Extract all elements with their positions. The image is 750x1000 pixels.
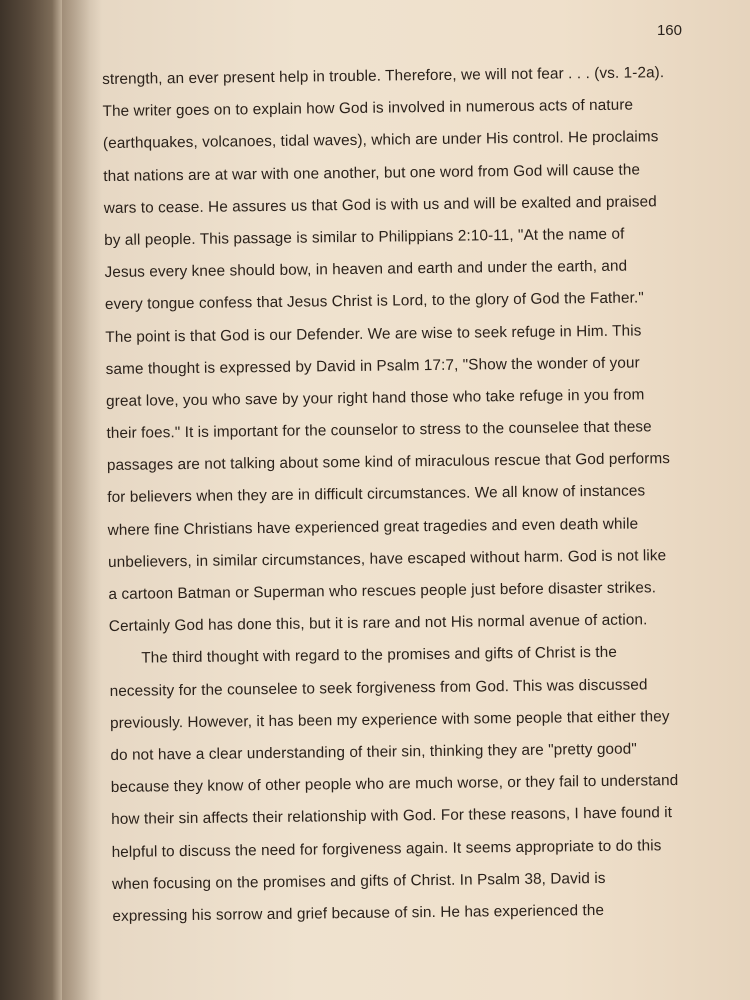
text-line: expressing his sorrow and grief because of sin. He has experienced the [112,901,605,925]
text-line: same thought is expressed by David in Psalm 17:7, "Show the wonder of your [105,354,640,378]
text-line: The writer goes on to explain how God is involved in numerous acts of nature [102,96,634,121]
text-line: great love, you who save by your right hand those who take refuge in you from [106,386,645,410]
text-line: Certainly God has done this, but it is rare and not His normal avenue of action. [108,611,648,636]
text-line: that nations are at war with one another, but one word from God will cause the [103,160,641,185]
text-line: how their sin affects their relationship with God. For these reasons, I have found it [111,804,673,829]
body-text [102,57,723,933]
text-line: Jesus every knee should bow, in heaven and earth and under the earth, and [104,257,628,282]
page-number: 160 [656,22,682,39]
text-line: by all people. This passage is similar to Philippians 2:10-11, "At the name of [104,225,625,249]
text-line: where fine Christians have experienced great tragedies and even death while [107,515,639,539]
text-line: for believers when they are in difficult circumstances. We all know of instances [107,482,646,507]
text-line: The point is that God is our Defender. We are wise to seek refuge in Him. This [105,321,642,346]
text-line: unbelievers, in similar circumstances, have escaped without harm. God is not like [107,546,667,571]
text-line: wars to cease. He assures us that God is with us and will be exalted and praised [103,192,657,217]
text-line: every tongue confess that Jesus Christ is Lord, to the glory of God the Father." [104,289,644,314]
text-line: passages are not talking about some kind of miraculous rescue that God performs [106,450,671,475]
text-line: helpful to discuss the need for forgiveness again. It seems appropriate to do this [111,836,662,861]
text-line: (earthquakes, volcanoes, tidal waves), which are under His control. He proclaims [102,128,659,153]
book-binding-edge [0,0,62,1000]
text-line: when focusing on the promises and gifts of Christ. In Psalm 38, David is [111,869,606,893]
gutter-shadow [62,0,102,1000]
text-line: their foes." It is important for the counselor to stress to the counselee that these [106,418,652,443]
text-line: do not have a clear understanding of their sin, thinking they are "pretty good" [110,740,637,764]
text-line: a cartoon Batman or Superman who rescues people just before disaster strikes. [108,579,657,603]
text-line: necessity for the counselee to seek forgiveness from God. This was discussed [109,675,648,700]
text-line: previously. However, it has been my experience with some people that either they [109,707,670,732]
paragraph-start-line: The third thought with regard to the promises and gifts of Christ is the [141,644,618,667]
text-line: strength, an ever present help in trouble. Therefore, we will not fear . . . (vs. 1-2a). [102,64,665,88]
text-line: because they know of other people who are much worse, or they fail to understand [110,772,679,797]
